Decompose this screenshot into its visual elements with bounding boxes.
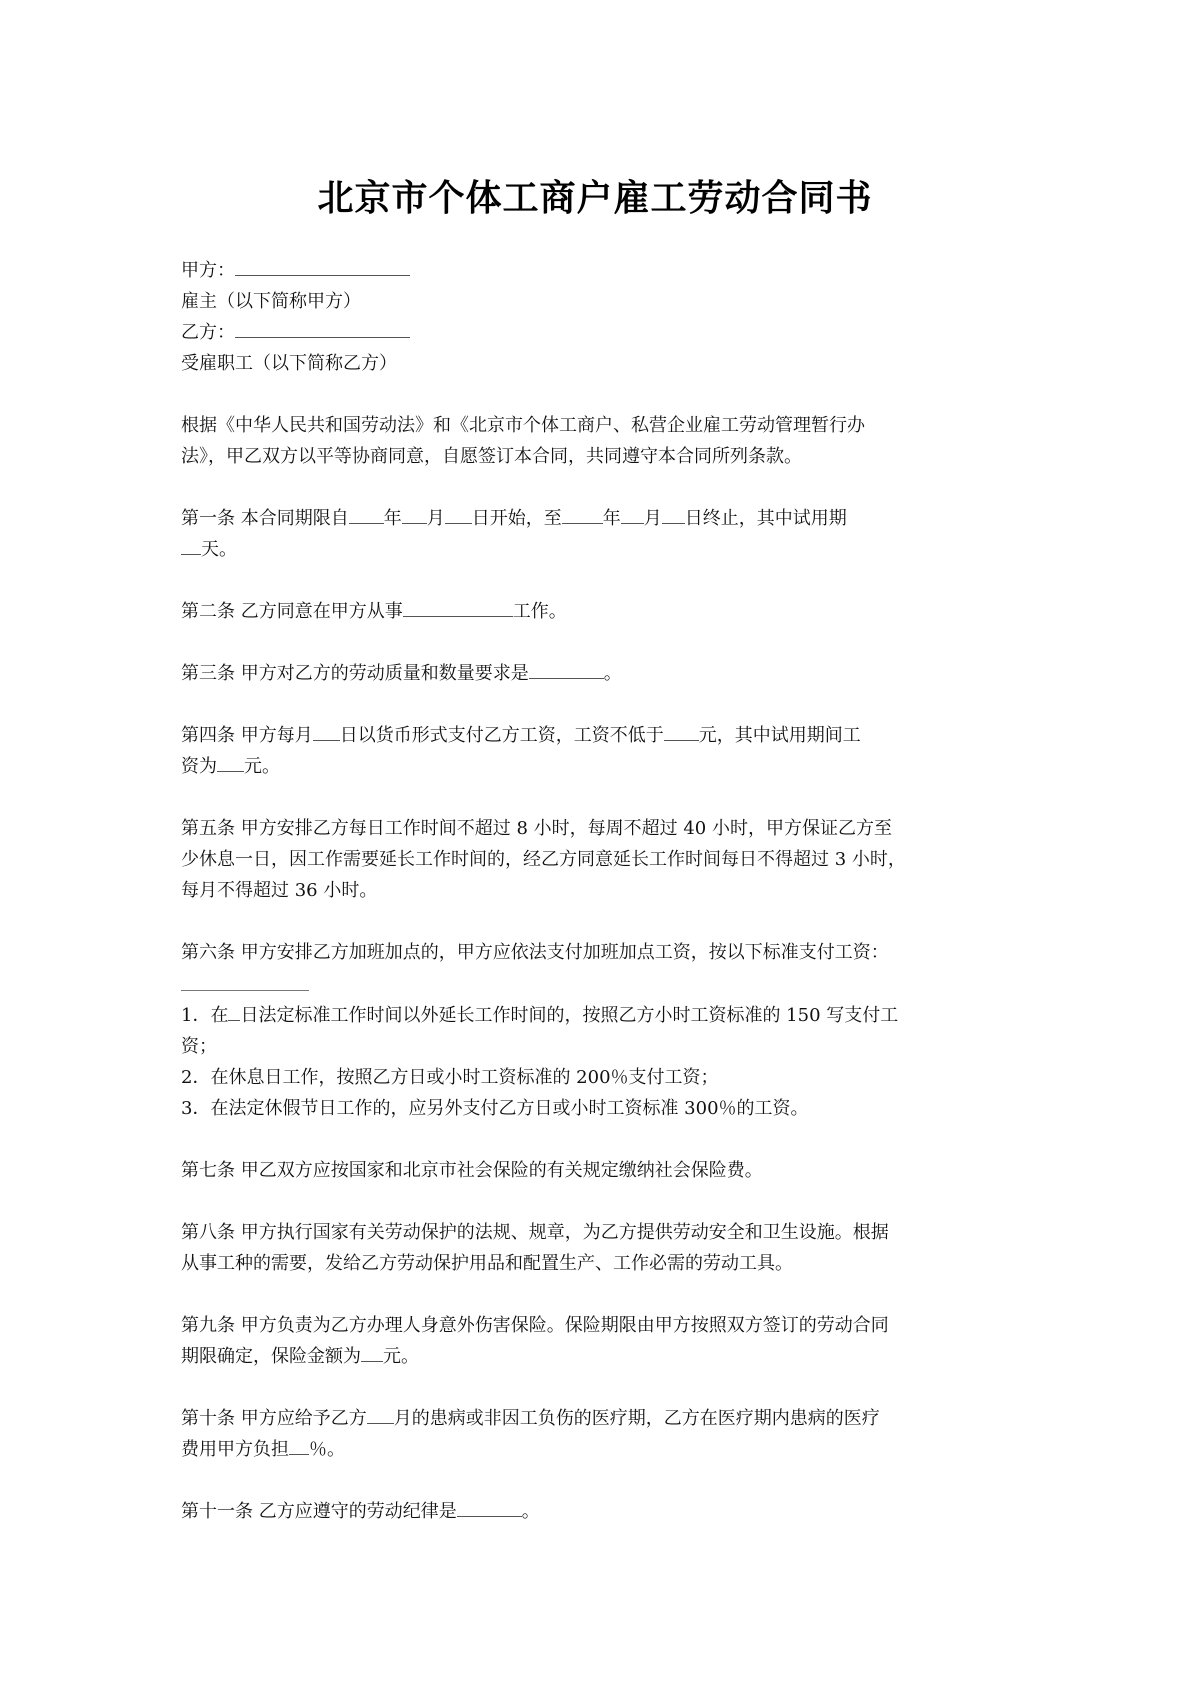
preamble-line-2: 法》，甲乙双方以平等协商同意，自愿签订本合同，共同遵守本合同所列条款。 (181, 446, 802, 467)
article-6-rule (181, 968, 309, 991)
article-9-line-1: 第九条 甲方负责为乙方办理人身意外伤害保险。保险期限由甲方按照双方签订的劳动合同 (181, 1315, 889, 1336)
end-day-blank[interactable] (662, 503, 685, 524)
trial-wage-blank[interactable] (217, 751, 244, 772)
trial-days-blank[interactable] (181, 534, 201, 555)
article-10-end: ％。 (309, 1439, 345, 1460)
article-10-text: 第十条 甲方应给予乙方 (181, 1408, 367, 1429)
article-1-end-year: 年 (602, 508, 621, 529)
article-8-line-2: 从事工种的需要，发给乙方劳动保护用品和配置生产、工作必需的劳动工具。 (181, 1253, 793, 1274)
article-1-month: 月 (426, 508, 445, 529)
party-a-desc: 雇主（以下简称甲方） (181, 291, 361, 312)
article-5-line-1: 第五条 甲方安排乙方每日工作时间不超过 8 小时，每周不超过 40 小时，甲方保证乙方至 (181, 818, 892, 839)
party-a-line (181, 255, 1021, 286)
article-5-line-3: 每月不得超过 36 小时。 (181, 880, 378, 901)
article-1-year: 年 (383, 508, 402, 529)
article-9-end: 元。 (383, 1346, 419, 1367)
item-1-prefix: 1．在 (181, 1005, 229, 1026)
article-2 (181, 596, 1021, 627)
end-year-blank[interactable] (562, 503, 603, 524)
article-1-end-month: 月 (643, 508, 662, 529)
item-1-text: 日法定标准工作时间以外延长工作时间的，按照乙方小时工资标准的 150 写支付工 (240, 1005, 899, 1026)
document-body (181, 255, 1021, 1527)
party-b-desc: 受雇职工（以下简称乙方） (181, 353, 397, 374)
insurance-amount-blank[interactable] (361, 1341, 383, 1362)
quality-requirement-blank[interactable] (529, 658, 604, 679)
article-4-trial: 元，其中试用期间工 (698, 725, 861, 746)
job-blank[interactable] (403, 596, 513, 617)
article-1-start: 日开始，至 (471, 508, 562, 529)
medical-period-blank[interactable] (367, 1403, 394, 1424)
preamble-line-1: 根据《中华人民共和国劳动法》和《北京市个体工商户、私营企业雇工劳动管理暂行办 (181, 415, 865, 436)
start-month-blank[interactable] (402, 503, 427, 524)
article-10-line-2 (181, 1434, 1021, 1465)
party-b-line (181, 317, 1021, 348)
article-1-text: 第一条 本合同期限自 (181, 508, 349, 529)
discipline-blank[interactable] (457, 1496, 522, 1517)
article-4-end: 元。 (244, 756, 280, 777)
pay-day-blank[interactable] (313, 720, 340, 741)
article-3 (181, 658, 1021, 689)
article-4-line-1 (181, 720, 1021, 751)
article-11 (181, 1496, 1021, 1527)
end-month-blank[interactable] (621, 503, 644, 524)
article-4-line-2 (181, 751, 1021, 782)
article-9-amount: 期限确定，保险金额为 (181, 1346, 361, 1367)
document-title: 北京市个体工商户雇工劳动合同书 (317, 178, 873, 219)
article-6-item-1-cont: 资； (181, 1036, 217, 1057)
article-8-line-1: 第八条 甲方执行国家有关劳动保护的法规、规章，为乙方提供劳动安全和卫生设施。根据 (181, 1222, 889, 1243)
article-1-trial: 日终止，其中试用期 (684, 508, 847, 529)
article-3-text: 第三条 甲方对乙方的劳动质量和数量要求是 (181, 663, 529, 684)
article-2-text: 第二条 乙方同意在甲方从事 (181, 601, 403, 622)
article-4-wage: 日以货币形式支付乙方工资，工资不低于 (339, 725, 664, 746)
article-6-item-1 (181, 1000, 1021, 1031)
article-11-end: 。 (521, 1501, 540, 1522)
article-6-line-1: 第六条 甲方安排乙方加班加点的，甲方应依法支付加班加点工资，按以下标准支付工资： (181, 942, 889, 963)
party-a-label: 甲方： (181, 260, 235, 281)
expense-percent-blank[interactable] (289, 1434, 309, 1455)
party-b-blank[interactable] (235, 317, 410, 338)
article-3-end: 。 (603, 663, 622, 684)
article-9-line-2 (181, 1341, 1021, 1372)
article-10-line-1 (181, 1403, 1021, 1434)
article-1-line-2 (181, 534, 1021, 565)
item-1-blank[interactable] (228, 1000, 240, 1021)
article-10-expense: 费用甲方负担 (181, 1439, 289, 1460)
start-year-blank[interactable] (349, 503, 384, 524)
article-4-trial-wage: 资为 (181, 756, 217, 777)
article-6-item-2: 2．在休息日工作，按照乙方日或小时工资标准的 200％支付工资； (181, 1067, 719, 1088)
article-11-text: 第十一条 乙方应遵守的劳动纪律是 (181, 1501, 457, 1522)
start-day-blank[interactable] (445, 503, 472, 524)
article-1-line-1 (181, 503, 1021, 534)
article-5-line-2: 少休息一日，因工作需要延长工作时间的，经乙方同意延长工作时间每日不得超过 3 小时， (181, 849, 906, 870)
article-2-end: 工作。 (512, 601, 567, 622)
article-6-item-3: 3．在法定休假节日工作的，应另外支付乙方日或小时工资标准 300％的工资。 (181, 1098, 809, 1119)
article-7: 第七条 甲乙双方应按国家和北京市社会保险的有关规定缴纳社会保险费。 (181, 1160, 763, 1181)
article-1-days: 天。 (201, 539, 237, 560)
article-4-text: 第四条 甲方每月 (181, 725, 313, 746)
min-wage-blank[interactable] (664, 720, 699, 741)
party-a-blank[interactable] (235, 255, 410, 276)
party-b-label: 乙方： (181, 322, 235, 343)
article-10-medical: 月的患病或非因工负伤的医疗期，乙方在医疗期内患病的医疗 (393, 1408, 880, 1429)
